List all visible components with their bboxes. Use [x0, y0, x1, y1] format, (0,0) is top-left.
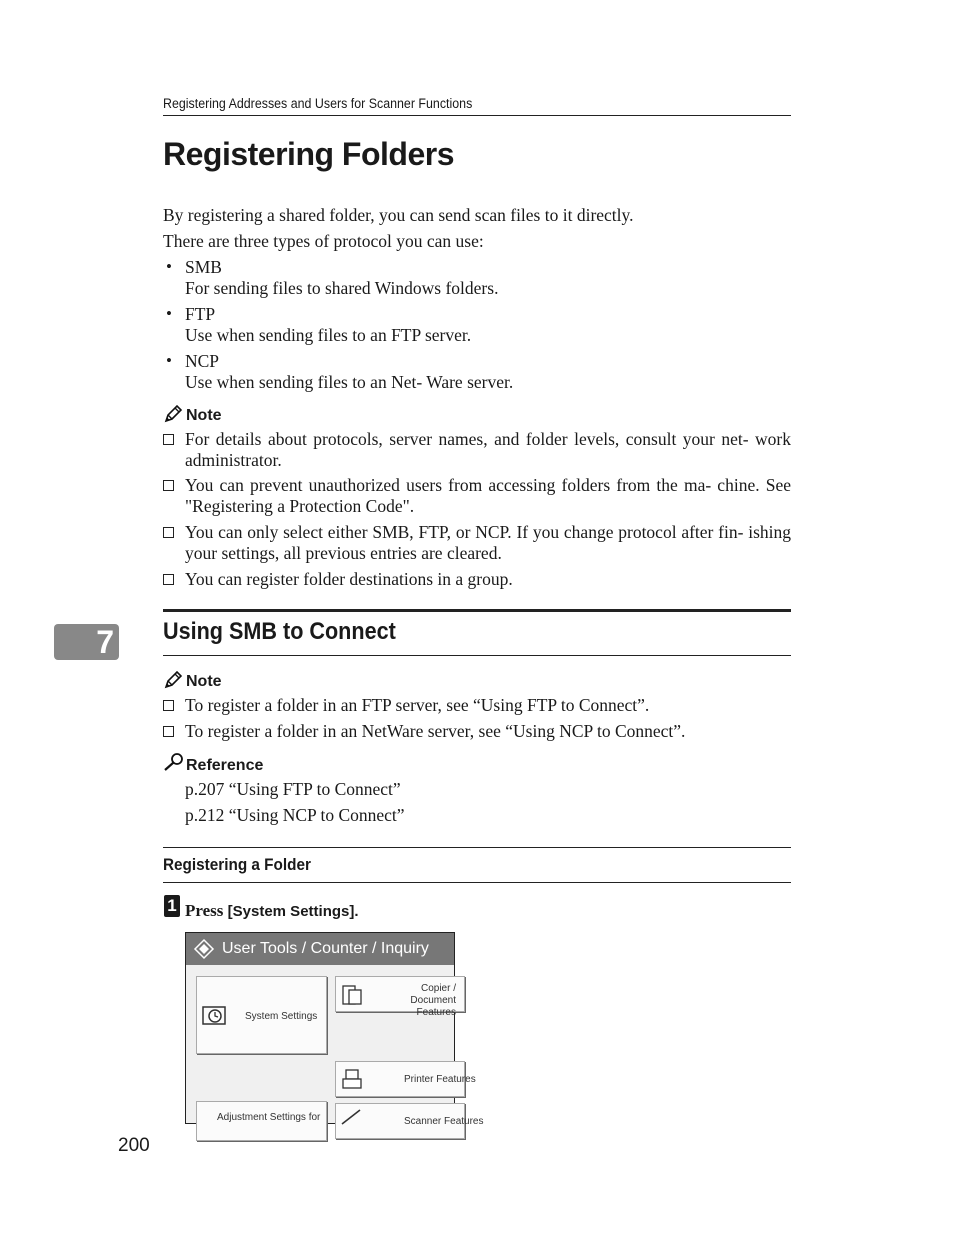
protocol-ftp-name: FTP: [185, 304, 216, 324]
pencil-icon: [163, 404, 183, 424]
ui-screenshot: [185, 932, 484, 1127]
scanner-icon: [340, 1106, 364, 1126]
checkbox-bullet: [163, 480, 174, 491]
section-rule-bottom: [163, 655, 791, 656]
note-item: You can prevent unauthorized users from accessing folders from the ma- chine. See "Registering a Protection Code".: [185, 475, 791, 516]
step-key: [System Settings].: [227, 903, 359, 920]
bullet-dot: •: [166, 351, 172, 370]
subsection-rule-top: [163, 847, 791, 848]
note-item: To register a folder in an NetWare server, see “Using NCP to Connect”.: [185, 721, 686, 741]
bullet-dot: •: [166, 304, 172, 323]
protocol-ftp-desc: Use when sending files to an FTP server.: [185, 325, 472, 345]
checkbox-bullet: [163, 434, 174, 445]
system-settings-button[interactable]: [196, 976, 327, 1054]
user-tools-icon: [194, 939, 214, 959]
intro-paragraph-2: There are three types of protocol you can use:: [163, 231, 484, 251]
checkbox-bullet: [163, 700, 174, 711]
protocol-ncp-desc: Use when sending files to an Net- Ware server.: [185, 372, 514, 392]
adjustment-label: Adjustment Settings for: [217, 1112, 321, 1123]
note-item: For details about protocols, server names, and folder levels, consult your net- work administrator.: [185, 429, 791, 470]
checkbox-bullet: [163, 574, 174, 585]
scanner-label: Scanner Features: [404, 1116, 484, 1127]
note-item: To register a folder in an FTP server, see “Using FTP to Connect”.: [185, 695, 650, 715]
header-rule: [163, 115, 791, 116]
scanner-features-button[interactable]: [335, 1103, 484, 1139]
note-item: You can only select either SMB, FTP, or NCP. If you change protocol after fin- ishing your settings, all previous entries are cleared.: [185, 522, 791, 563]
magnifier-icon: [163, 752, 185, 772]
intro-paragraph-1: By registering a shared folder, you can send scan files to it directly.: [163, 205, 634, 225]
protocol-smb-desc: For sending files to shared Windows folders.: [185, 278, 499, 298]
note-item: You can register folder destinations in a group.: [185, 569, 513, 589]
subsection-title: Registering a Folder: [163, 855, 311, 874]
copier-label-2: Features: [416, 1007, 456, 1018]
copier-label-1: Copier / Document: [410, 983, 456, 1006]
copier-icon: [340, 983, 364, 1007]
system-settings-label: System Settings: [245, 1011, 318, 1022]
running-head: Registering Addresses and Users for Scanner Functions: [163, 96, 473, 111]
step-prefix: Press: [185, 901, 224, 920]
screenshot-title: User Tools / Counter / Inquiry: [222, 940, 429, 957]
pencil-icon: [163, 670, 183, 690]
page-number: 200: [118, 1135, 150, 1156]
page-title: Registering Folders: [163, 136, 454, 172]
step-number: 1: [164, 895, 180, 917]
adjustment-settings-button[interactable]: [196, 1101, 327, 1141]
printer-features-button[interactable]: [335, 1061, 476, 1097]
note-label: Note: [186, 407, 222, 424]
subsection-rule-bottom: [163, 882, 791, 883]
protocol-smb-name: SMB: [185, 257, 222, 277]
bullet-dot: •: [166, 257, 172, 276]
printer-label: Printer Features: [404, 1074, 476, 1085]
reference-link-ncp[interactable]: p.212 “Using NCP to Connect”: [185, 805, 405, 825]
section-title: Using SMB to Connect: [163, 618, 396, 645]
chapter-tab: 7: [54, 624, 119, 660]
printer-icon: [340, 1068, 364, 1092]
checkbox-bullet: [163, 527, 174, 538]
clock-icon: [201, 1003, 227, 1027]
checkbox-bullet: [163, 726, 174, 737]
reference-link-ftp[interactable]: p.207 “Using FTP to Connect”: [185, 779, 401, 799]
copier-features-button[interactable]: [335, 976, 465, 1018]
screenshot-title-bar: [186, 933, 454, 965]
note-label: Note: [186, 673, 222, 690]
reference-label: Reference: [186, 757, 264, 774]
section-rule-top: [163, 609, 791, 612]
step-text: [185, 901, 359, 921]
protocol-ncp-name: NCP: [185, 351, 220, 371]
